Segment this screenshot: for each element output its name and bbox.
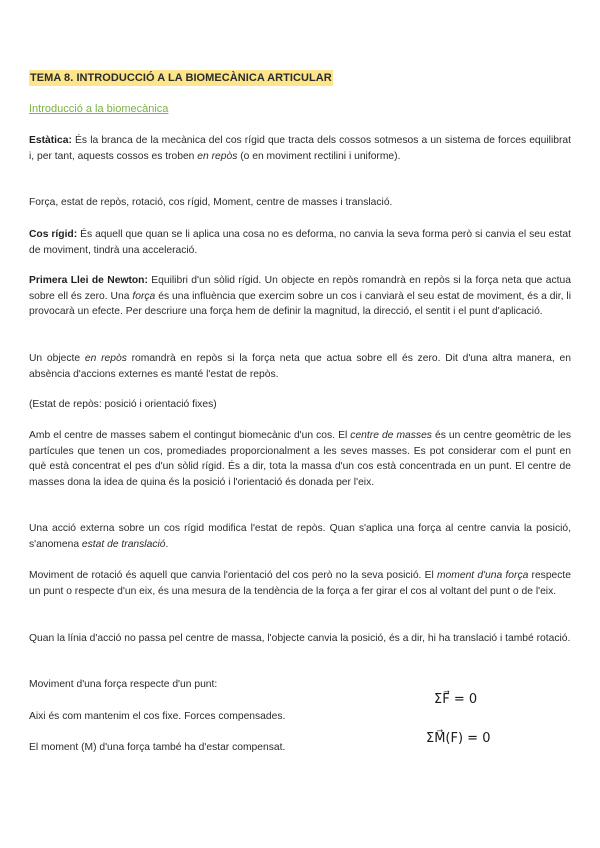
paragraph-aixi: Aixi és com mantenim el cos fixe. Forces compensades. [29, 711, 286, 722]
paragraph-centre-masses [29, 428, 571, 490]
cos-rigid-text: És aquell que quan se li aplica una cosa no es deforma, no canvia la seva forma però si canvia el seu estat de moviment, tindrà una acceleració. [29, 229, 571, 256]
centre-text-1: Amb el centre de masses sabem el contingut biomecànic d'un cos. El [29, 430, 351, 441]
newton-emph: força [132, 290, 156, 302]
formula-sum-moments: ΣM⃗(F) = 0 [426, 731, 491, 746]
paragraph-accio-externa [29, 521, 571, 552]
paragraph-estat-repos: (Estat de repòs: posició i orientació fixes) [29, 399, 217, 410]
paragraph-objecte [29, 351, 571, 382]
section-heading: Introducció a la biomecànica [29, 103, 169, 115]
newton-text-1: Equilibri d'un sòlid rígid. Un objecte en repòs romandrà en repòs si la força neta que actua sobre ell és zero. Una [29, 275, 571, 302]
estatica-emph: en repòs [197, 150, 238, 162]
estatica-text-1: És la branca de la mecànica del cos rígid que tracta dels cossos sotmesos a un sistema de forces equilibrat i, per tant, aquests cossos es troben [29, 135, 571, 162]
rotacio-text-1: Moviment de rotació és aquell que canvia l'orientació del cos però no la seva posició. El [29, 570, 437, 581]
term-cos-rigid: Cos rígid: [29, 229, 78, 240]
objecte-text-1: Un objecte [29, 353, 85, 364]
term-estatica: Estàtica: [29, 135, 72, 146]
accio-text-2: . [165, 538, 169, 550]
centre-text-2: és un centre geomètric de les partícules que tenen un cos, promediades proporcionalment a les seves masses. Es pot considerar com el punt en què està concentrat el pes d'un sòlid rígid. És a dir, tota la massa d'un cos està concentrada en un punt. El centre de masses dona la idea de quina és la posició i l'orientació és donada per l'eix. [29, 430, 572, 488]
accio-text-1: Una acció externa sobre un cos rígid modifica l'estat de repòs. Quan s'aplica una força al centre canvia la posició, s'anomena [29, 523, 571, 550]
paragraph-keywords: Força, estat de repòs, rotació, cos rígid, Moment, centre de masses i translació. [29, 197, 393, 208]
newton-text-2: és una influència que exercim sobre un cos i canviarà el seu estat de moviment, és a dir, li provocarà un efecte. Per descriure una força hem de definir la magnitud, la direcció, el sentit i el punt d'aplicació. [29, 290, 571, 318]
paragraph-moment: El moment (M) d'una força també ha d'estar compensat. [29, 742, 286, 753]
paragraph-linia-accio: Quan la línia d'acció no passa pel centre de massa, l'objecte canvia la posició, és a dir, hi ha translació i també rotació. [29, 633, 571, 644]
term-newton: Primera Llei de Newton: [29, 275, 148, 286]
objecte-text-2: romandrà en repòs si la força neta que actua sobre ell és zero. Dit d'una altra manera, en absència d'accions externes es manté l'estat de repòs. [29, 353, 571, 380]
paragraph-cos-rigid [29, 227, 571, 258]
objecte-emph: en repòs [84, 353, 127, 364]
centre-emph: centre de masses [350, 430, 432, 441]
formula-sum-forces: ΣF⃗ = 0 [434, 692, 478, 707]
rotacio-text-2: respecte un punt o respecte d'un eix, és una mesura de la tendència de la força a fer girar el cos al voltant del punt o de l'eix. [29, 570, 572, 597]
paragraph-newton [29, 273, 571, 320]
paragraph-rotacio [29, 568, 571, 599]
estatica-text-2: (o en moviment rectilini i uniforme). [237, 150, 401, 162]
accio-emph: estat de translació [81, 538, 166, 550]
paragraph-moviment-forca: Moviment d'una força respecte d'un punt: [29, 679, 218, 690]
page-title: TEMA 8. INTRODUCCIÓ A LA BIOMECÀNICA ARTICULAR [30, 72, 332, 84]
rotacio-emph: moment d'una força [436, 570, 529, 581]
paragraph-estatica [29, 133, 571, 164]
